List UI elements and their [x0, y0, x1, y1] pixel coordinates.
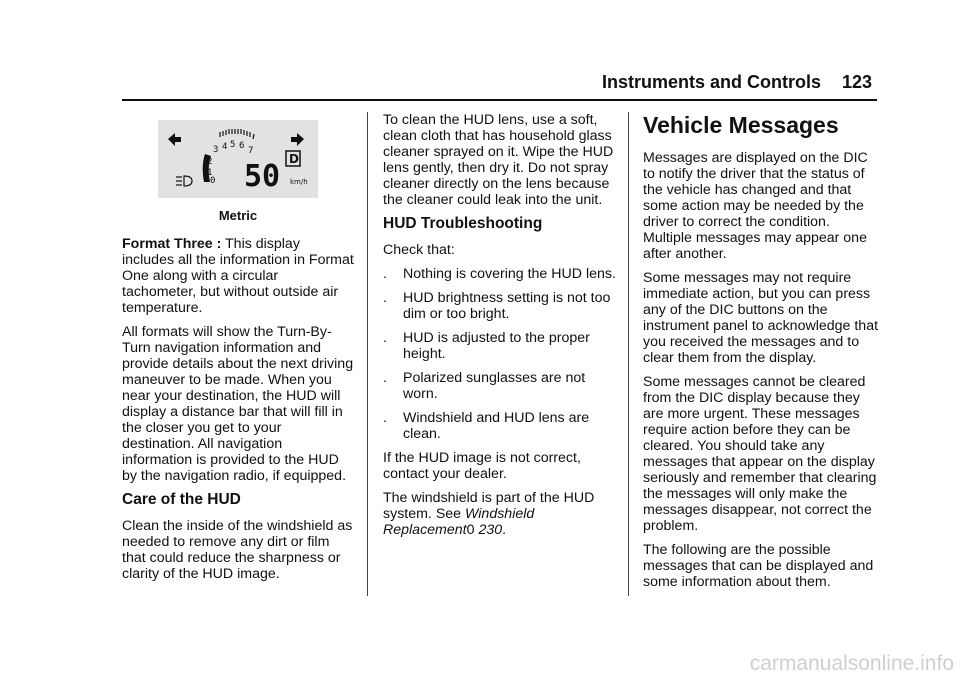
list-item	[383, 330, 619, 362]
bullet-text: HUD brightness setting is not too dim or too bright.	[403, 290, 611, 322]
tach-number-3: 3	[213, 145, 219, 155]
windshield-paragraph	[383, 490, 619, 538]
column-2	[383, 112, 619, 546]
tach-number-0: 0	[210, 176, 216, 186]
speed-unit: km/h	[290, 178, 308, 186]
column-1	[122, 112, 354, 590]
list-item	[383, 410, 619, 442]
messages-paragraph-3: Some messages cannot be cleared from the DIC display because they are more urgent. These messages require action before they can be cleared. You should take any messages that appear on the display seriously and remember that clearing the messages will only make the messages disappear, not correct the problem.	[643, 374, 877, 534]
tach-number-2: 2	[207, 157, 213, 167]
clean-paragraph: To clean the HUD lens, use a soft, clean cloth that has household glass cleaner sprayed on it. Wipe the HUD lens gently, then dry it. Do not spray cleaner directly on the lens because the cleaner could leak into the unit.	[383, 112, 614, 208]
speed-readout: 50	[244, 159, 281, 194]
windshield-page-ref[interactable]: 230	[478, 522, 503, 538]
list-item	[383, 370, 619, 402]
list-item	[383, 290, 619, 322]
care-heading: Care of the HUD	[122, 491, 241, 508]
bullet-mark: .	[383, 370, 387, 386]
windshield-replacement-link[interactable]: Windshield Replacement	[383, 506, 535, 538]
column-divider-2	[628, 112, 629, 596]
watermark: carmanualsonline.info	[749, 652, 954, 675]
page-ref-icon: 0	[466, 522, 475, 538]
bullet-mark: .	[383, 410, 387, 426]
formats-paragraph: All formats will show the Turn-By-Turn navigation information and provide details about the next driving maneuver to be made. When you near your destination, the HUD will display a distance bar that will fill in the closer you get to your destination. All navigation information is provided to the HUD by the navigation radio, if equipped.	[122, 324, 354, 484]
tach-number-1: 1	[207, 168, 213, 178]
bullet-text: HUD is adjusted to the proper height.	[403, 330, 590, 362]
tach-number-5: 5	[230, 140, 236, 150]
format-three-text: This display includes all the information in Format One along with a circular tachometer, but without outside air temperature.	[122, 236, 354, 316]
header-rule	[122, 99, 877, 101]
bullet-mark: .	[383, 266, 387, 282]
bullet-text: Polarized sunglasses are not worn.	[403, 370, 586, 402]
messages-paragraph-4: The following are the possible messages that can be displayed and some information about them.	[643, 542, 874, 590]
format-three-label: Format Three :	[122, 236, 222, 252]
care-paragraph: Clean the inside of the windshield as needed to remove any dirt or film that could reduce the sharpness or clarity of the HUD image.	[122, 518, 353, 582]
messages-paragraph-1: Messages are displayed on the DIC to notify the driver that the status of the vehicle has changed and that some action may be needed by the driver to correct the condition. Multiple messages may appear one after another.	[643, 150, 868, 262]
header-title: Instruments and Controls	[601, 72, 821, 92]
figure-caption: Metric	[218, 208, 258, 223]
windshield-text: The windshield is part of the HUD system. See	[383, 490, 595, 522]
page-number: 123	[841, 72, 872, 92]
tach-number-6: 6	[239, 141, 245, 151]
check-that-text: Check that:	[383, 242, 455, 258]
not-correct-paragraph: If the HUD image is not correct, contact your dealer.	[383, 450, 581, 482]
windshield-end: .	[502, 522, 507, 538]
messages-paragraph-2: Some messages may not require immediate action, but you can press any of the DIC buttons on the instrument panel to acknowledge that you received the messages and to clear them from the display.	[643, 270, 879, 366]
bullet-text: Windshield and HUD lens are clean.	[403, 410, 590, 442]
list-item	[383, 266, 619, 282]
bullet-mark: .	[383, 330, 387, 346]
troubleshooting-heading: HUD Troubleshooting	[383, 215, 543, 232]
column-divider-1	[367, 112, 368, 596]
hud-metric-image	[158, 120, 318, 198]
bullet-text: Nothing is covering the HUD lens.	[403, 266, 616, 282]
column-3	[643, 112, 879, 598]
bullet-mark: .	[383, 290, 387, 306]
tach-number-7: 7	[248, 146, 254, 156]
format-three-paragraph	[122, 236, 354, 316]
vehicle-messages-heading: Vehicle Messages	[643, 112, 839, 138]
gear-indicator: D	[289, 152, 299, 166]
tach-number-4: 4	[222, 142, 228, 152]
